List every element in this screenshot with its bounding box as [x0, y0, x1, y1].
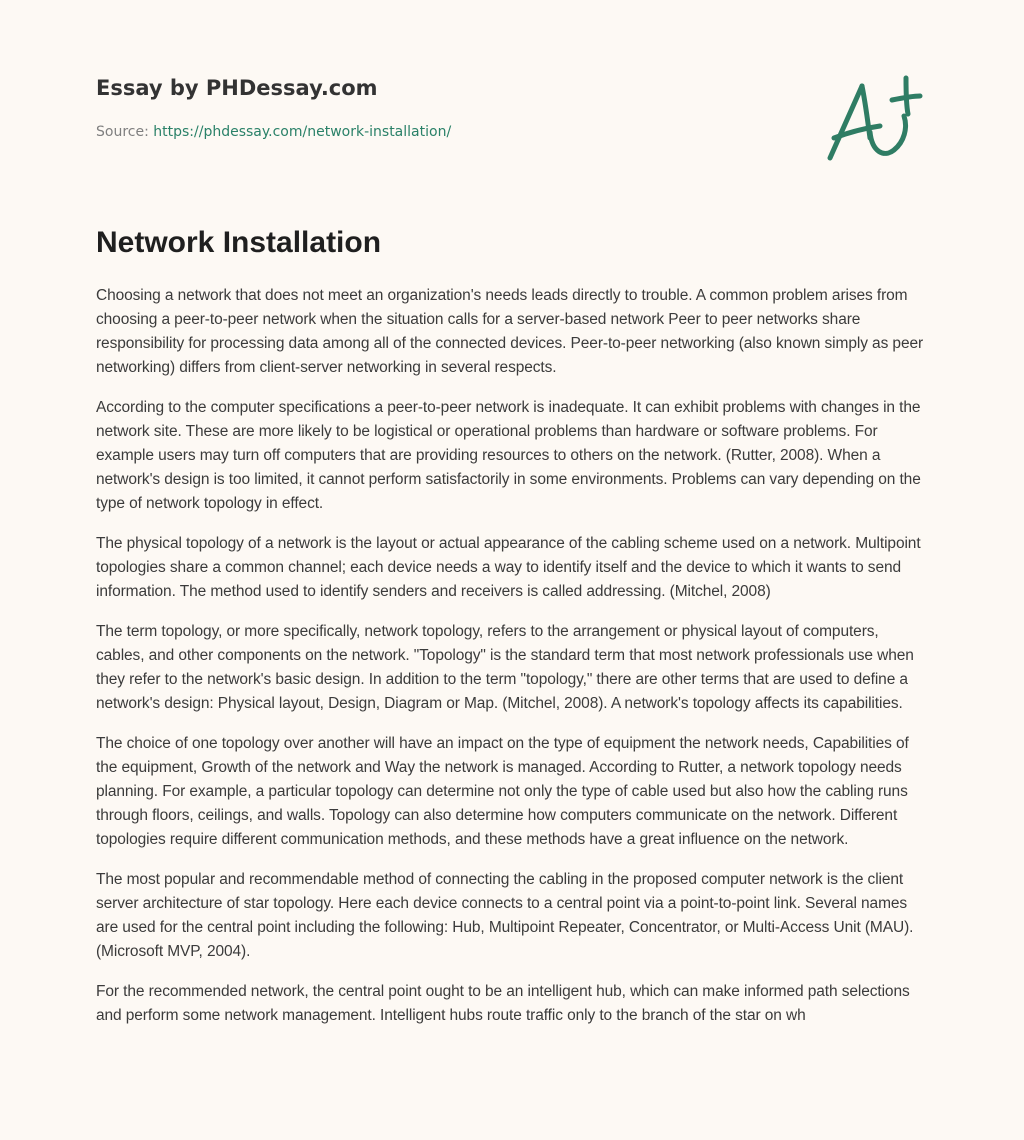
- a-plus-grade-icon: [822, 66, 926, 166]
- source-label: Source:: [96, 124, 154, 140]
- page-header: [96, 0, 928, 200]
- essay-paragraph: According to the computer specifications a peer-to-peer network is inadequate. It can exhibit problems with changes in the network site. These are more likely to be logistical or operational problems than hardware or software problems. For example users may turn off computers that are providing resources to others on the network. (Rutter, 2008). When a network's design is too limited, it cannot perform satisfactorily in some environments. Problems can vary depending on the type of network topology in effect.: [96, 399, 921, 512]
- essay-page: [96, 0, 928, 1024]
- essay-paragraph-truncated: For the recommended network, the central point ought to be an intelligent hub, which can make informed path selections and perform some network management. Intelligent hubs route traffic only to the branch of the star on wh: [96, 983, 910, 1024]
- essay-paragraph: The most popular and recommendable method of connecting the cabling in the proposed computer network is the client server architecture of star topology. Here each device connects to a central point via a point-to-point link. Several names are used for the central point including the following: Hub, Multipoint Repeater, Concentrator, or Multi-Access Unit (MAU). (Microsoft MVP, 2004).: [96, 871, 914, 960]
- source-line: [96, 124, 451, 140]
- essay-body: [96, 284, 928, 1044]
- source-link[interactable]: https://phdessay.com/network-installation/: [153, 124, 452, 140]
- essay-paragraph: Choosing a network that does not meet an organization's needs leads directly to trouble. A common problem arises from choosing a peer-to-peer network when the situation calls for a server-based network Peer to peer networks share responsibility for processing data among all of the connected devices. Peer-to-peer networking (also known simply as peer networking) differs from client-server networking in several respects.: [96, 287, 924, 376]
- essay-title: Network Installation: [96, 226, 382, 259]
- essay-paragraph: The choice of one topology over another will have an impact on the type of equipment the network needs, Capabilities of the equipment, Growth of the network and Way the network is managed. According to Rutter, a network topology needs planning. For example, a particular topology can determine not only the type of cable used but also how the cabling runs through floors, ceilings, and walls. Topology can also determine how computers communicate on the network. Different topologies require different communication methods, and these methods have a great influence on the network.: [96, 735, 909, 848]
- essay-paragraph: The term topology, or more specifically, network topology, refers to the arrangement or physical layout of computers, cables, and other components on the network. "Topology" is the standard term that most network professionals use when they refer to the network's basic design. In addition to the term "topology," there are other terms that are used to define a network's design: Physical layout, Design, Diagram or Map. (Mitchel, 2008). A network's topology affects its capabilities.: [96, 623, 914, 712]
- site-brand: Essay by PHDessay.com: [96, 76, 378, 100]
- essay-paragraph: The physical topology of a network is the layout or actual appearance of the cabling scheme used on a network. Multipoint topologies share a common channel; each device needs a way to identify itself and the device to which it wants to send information. The method used to identify senders and receivers is called addressing. (Mitchel, 2008): [96, 535, 921, 600]
